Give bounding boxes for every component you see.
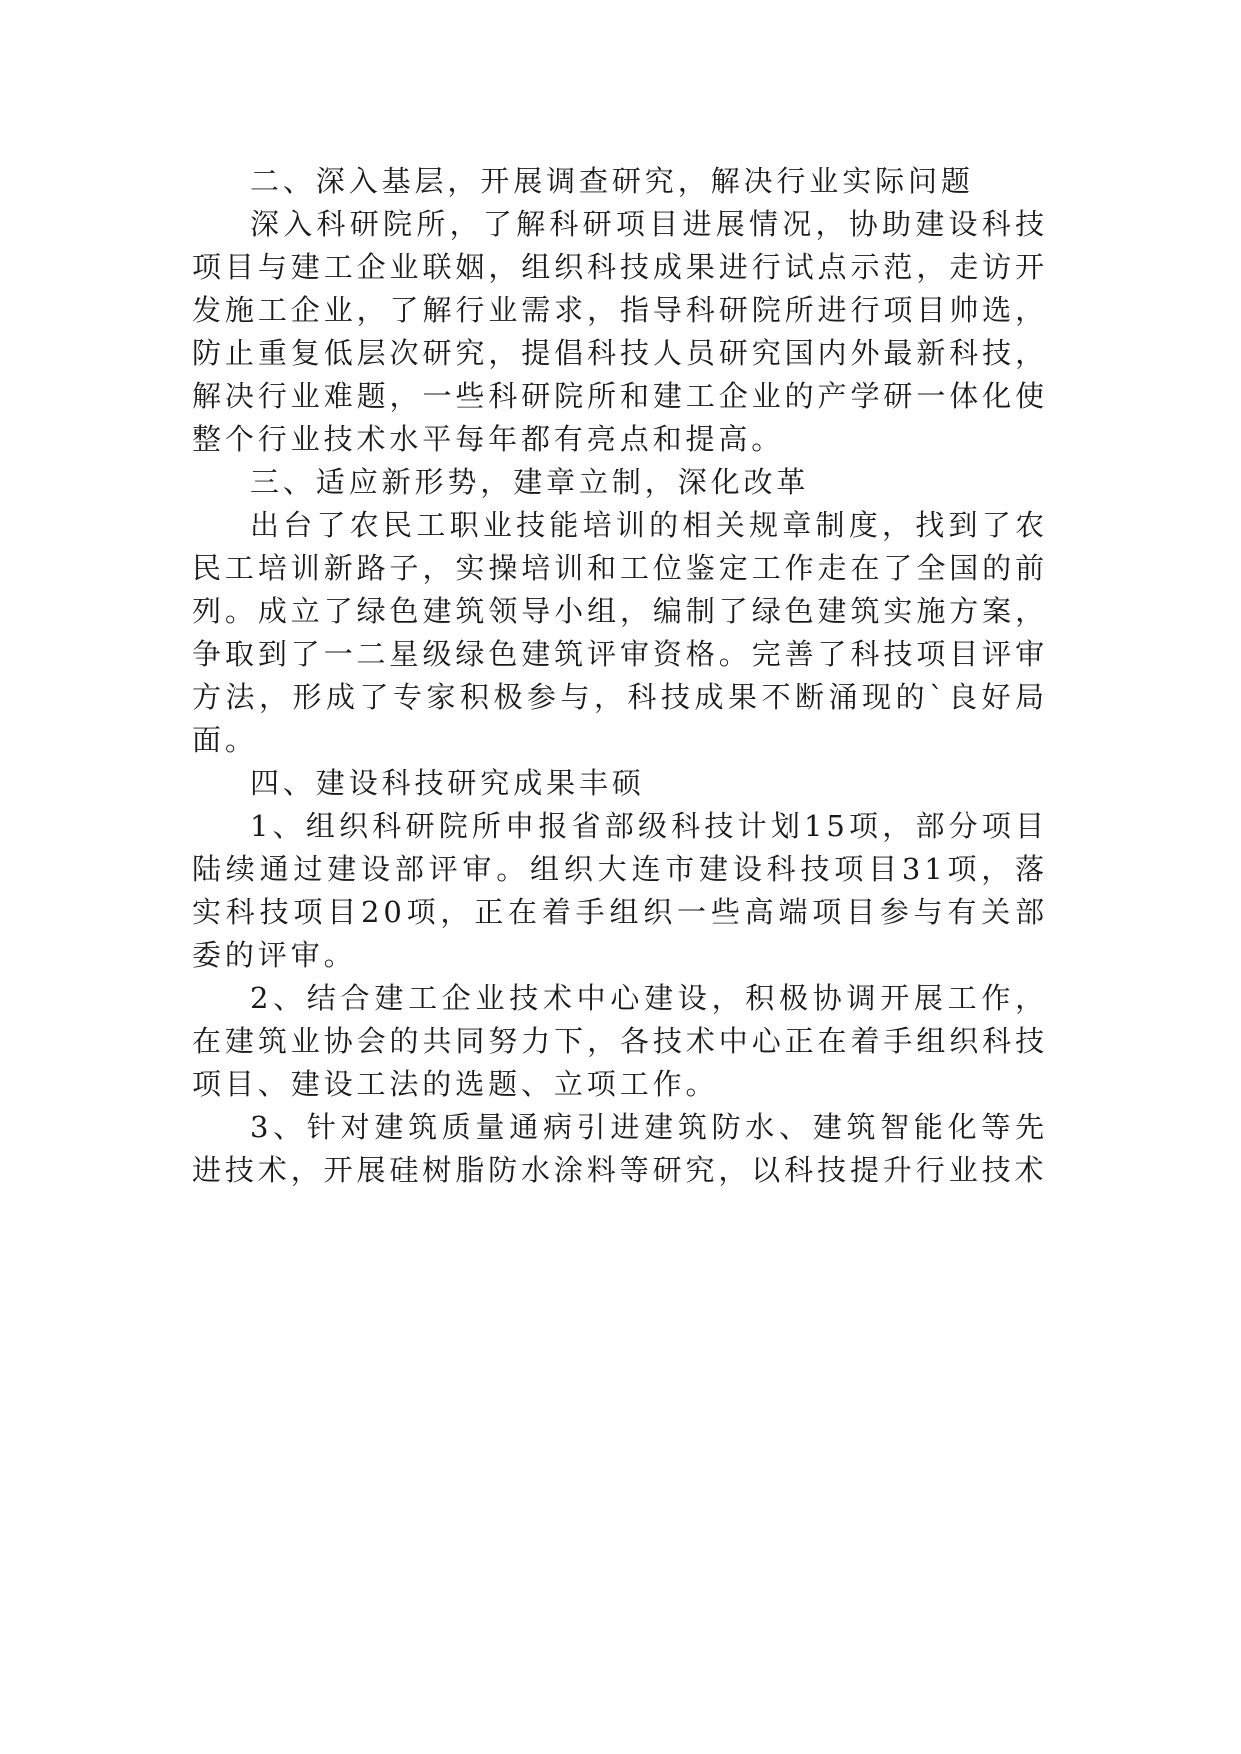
section-heading-4: 四、建设科技研究成果丰硕: [250, 766, 645, 800]
paragraph-2-body: 深入科研院所，了解科研项目进展情况，协助建设科技项目与建工企业联姻，组织科技成果进行试点示范，走访开发施工企业，了解行业需求，指导科研院所进行项目帅选，防止重复低层次研究，提倡科技人员研究国内外最新科技，解决行业难题，一些科研院所和建工企业的产学研一体化使整个行业技术水平每年都有亮点和提高。: [192, 207, 1048, 456]
paragraph-4-item-3: 3、针对建筑质量通病引进建筑防水、建筑智能化等先进技术，开展硅树脂防水涂料等研究，以科技提升行业技术: [192, 1110, 1048, 1187]
document-body: [192, 160, 1048, 1192]
paragraph-4-item-1: 1、组织科研院所申报省部级科技计划15项，部分项目陆续通过建设部评审。组织大连市建设科技项目31项，落实科技项目20项，正在着手组织一些高端项目参与有关部委的评审。: [192, 809, 1048, 972]
section-heading-3: 三、适应新形势，建章立制，深化改革: [250, 465, 810, 499]
paragraph-3-body: 出台了农民工职业技能培训的相关规章制度，找到了农民工培训新路子，实操培训和工位鉴定工作走在了全国的前列。成立了绿色建筑领导小组，编制了绿色建筑实施方案，争取到了一二星级绿色建筑评审资格。完善了科技项目评审方法，形成了专家积极参与，科技成果不断涌现的`良好局面。: [192, 508, 1048, 757]
paragraph-4-item-2: 2、结合建工企业技术中心建设，积极协调开展工作，在建筑业协会的共同努力下，各技术中心正在着手组织科技项目、建设工法的选题、立项工作。: [192, 981, 1048, 1101]
section-heading-2: 二、深入基层，开展调查研究，解决行业实际问题: [250, 164, 974, 198]
